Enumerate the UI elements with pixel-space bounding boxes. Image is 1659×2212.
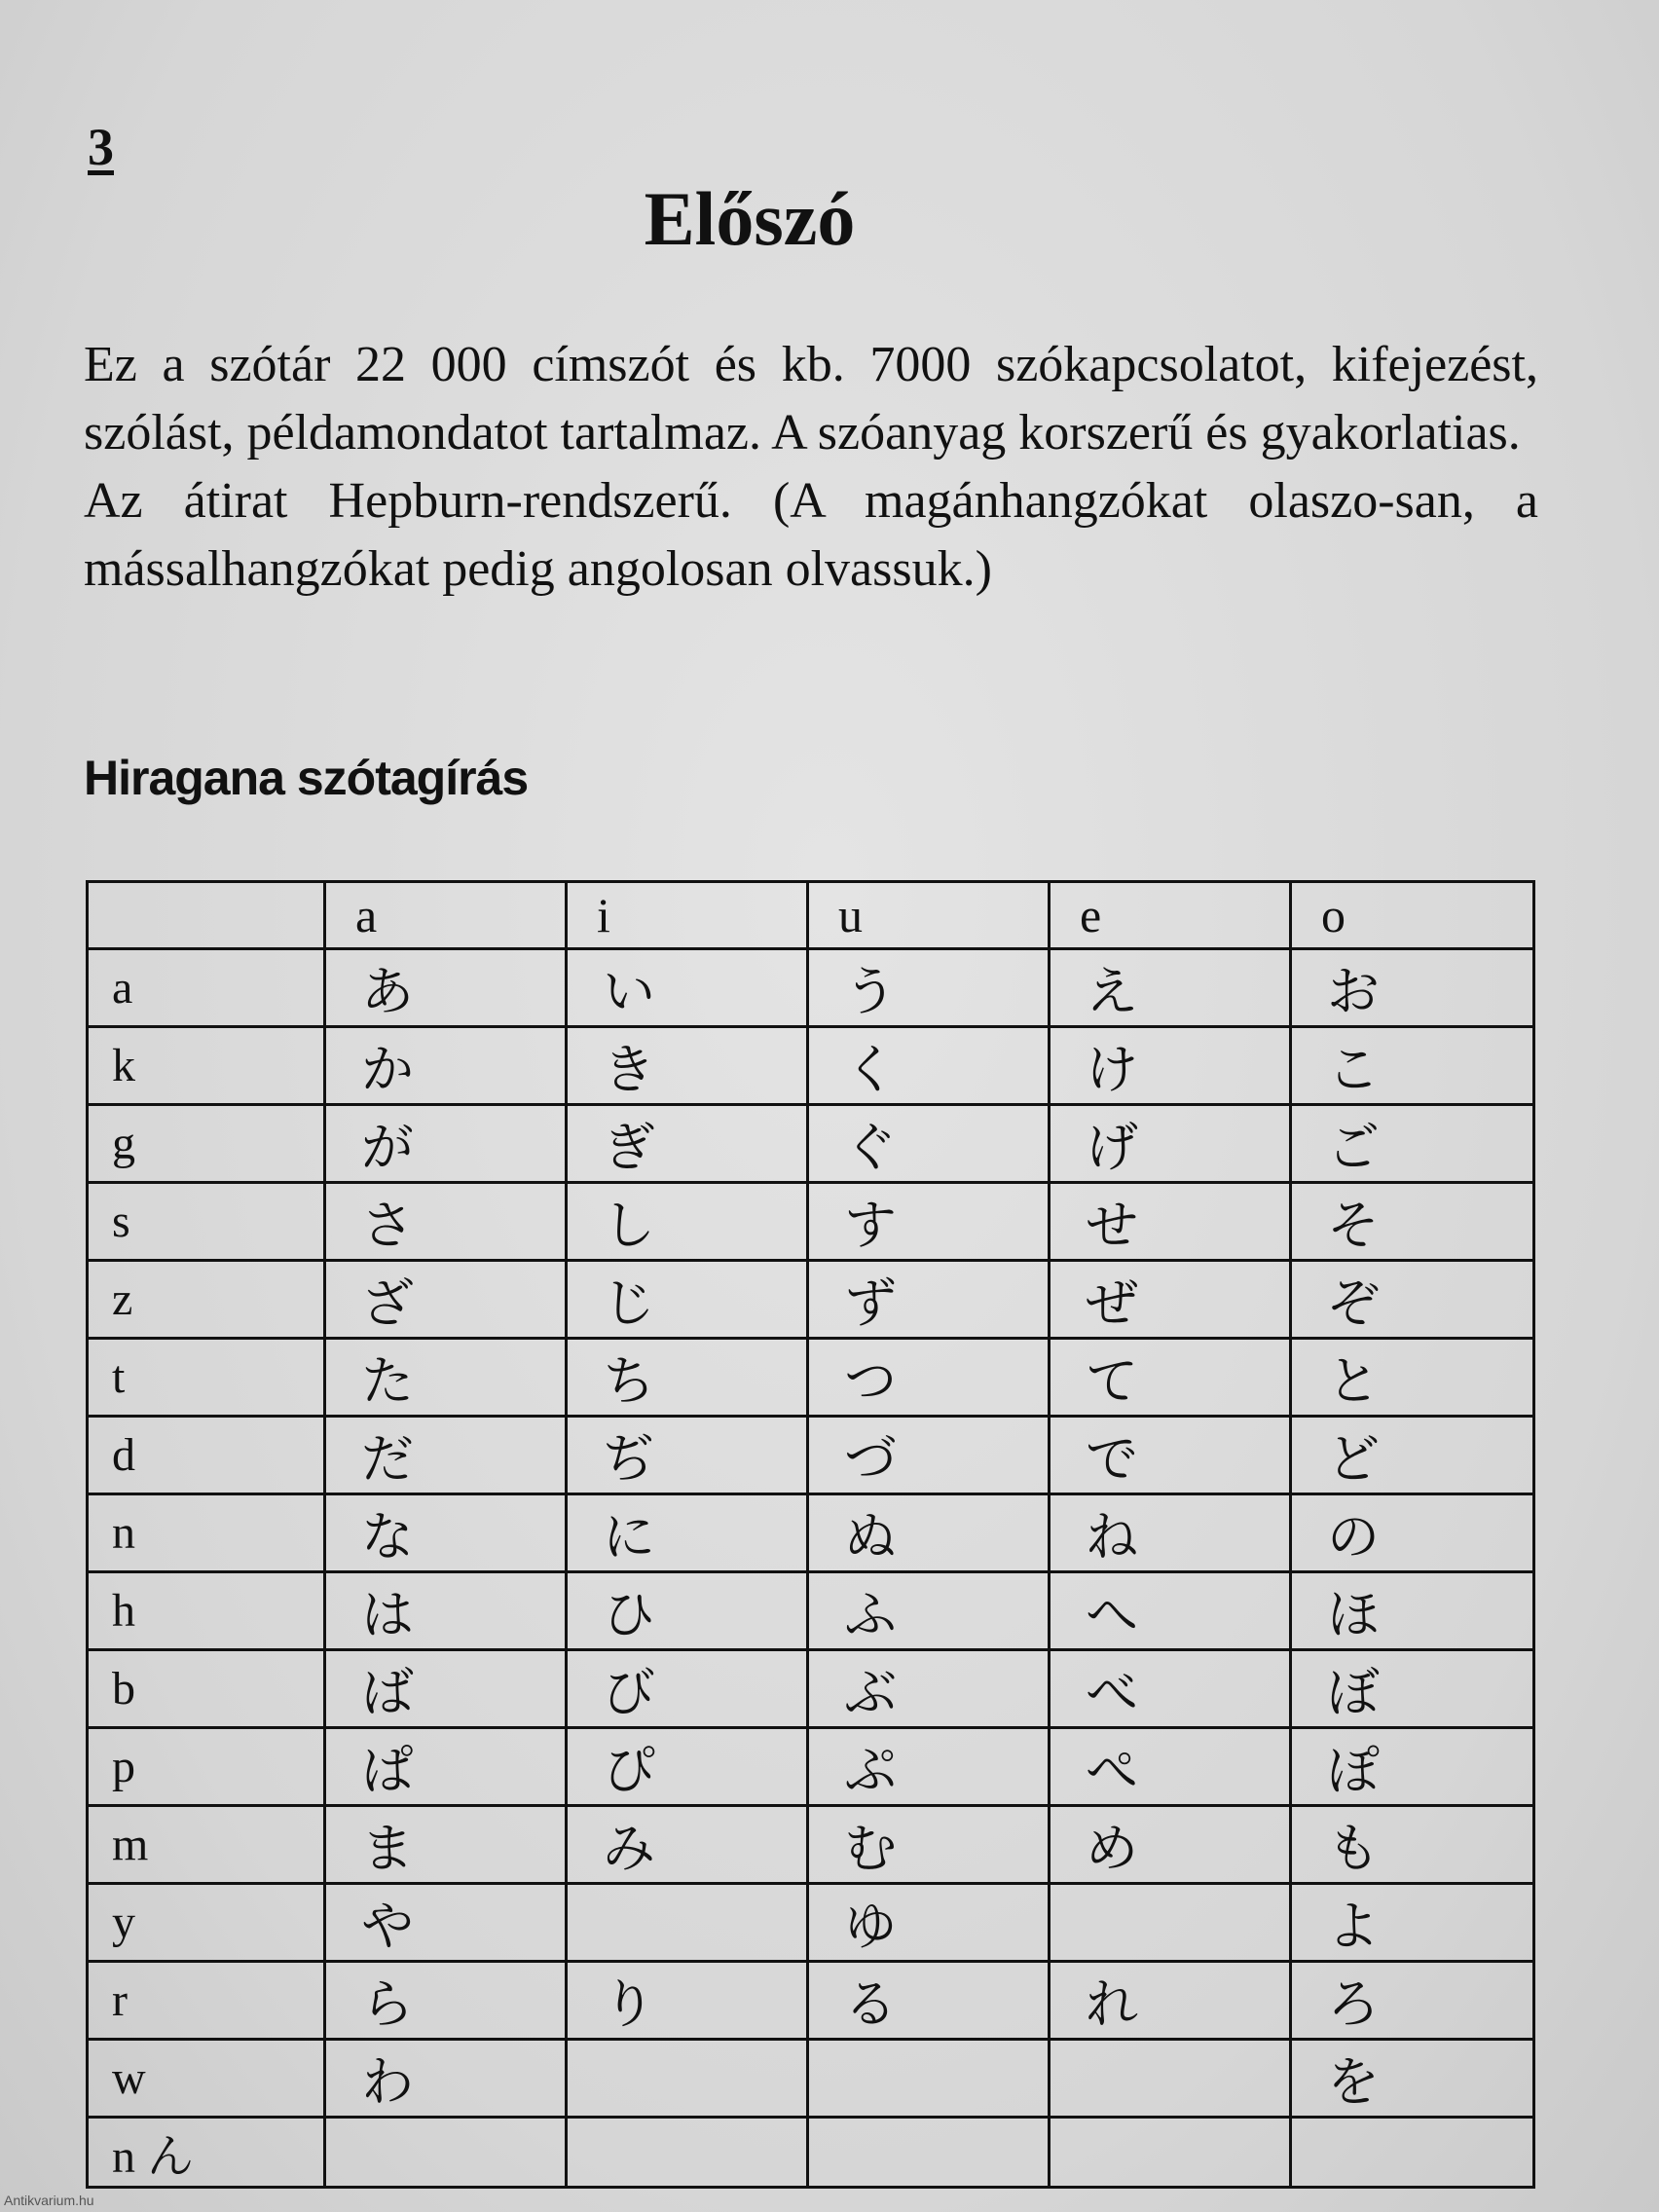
row-label: a xyxy=(88,949,325,1027)
page-number: 3 xyxy=(88,118,114,176)
kana-cell: や xyxy=(325,1884,567,1962)
kana-cell: ぬ xyxy=(808,1494,1050,1572)
kana-cell: り xyxy=(567,1962,808,2040)
row-label: n ん xyxy=(88,2118,325,2188)
kana-cell: げ xyxy=(1050,1105,1291,1183)
kana-cell: へ xyxy=(1050,1572,1291,1650)
table-row xyxy=(88,1884,1534,1962)
column-header-corner xyxy=(88,882,325,949)
table-row xyxy=(88,1027,1534,1105)
intro-paragraph-2: Az átirat Hepburn-rendszerű. (A magánhangzókat olaszo-san, a mássalhangzókat pedig angolosan olvassuk.) xyxy=(84,473,1538,597)
kana-cell: ぱ xyxy=(325,1728,567,1806)
kana-cell: ぎ xyxy=(567,1105,808,1183)
kana-cell: ぢ xyxy=(567,1417,808,1494)
kana-cell: み xyxy=(567,1806,808,1884)
intro-paragraph-1: Ez a szótár 22 000 címszót és kb. 7000 szókapcsolatot, kifejezést, szólást, példamondatot tartalmaz. A szóanyag korszerű és gyakorlatias. xyxy=(84,337,1538,461)
kana-cell: す xyxy=(808,1183,1050,1261)
kana-cell: そ xyxy=(1291,1183,1534,1261)
kana-cell: わ xyxy=(325,2040,567,2118)
hiragana-table xyxy=(86,880,1535,2189)
kana-cell: ざ xyxy=(325,1261,567,1339)
kana-cell: か xyxy=(325,1027,567,1105)
kana-cell: ち xyxy=(567,1339,808,1417)
kana-cell: れ xyxy=(1050,1962,1291,2040)
kana-cell: づ xyxy=(808,1417,1050,1494)
kana-cell: ぼ xyxy=(1291,1650,1534,1728)
kana-cell: ろ xyxy=(1291,1962,1534,2040)
page-title: Előszó xyxy=(644,176,856,261)
kana-cell: あ xyxy=(325,949,567,1027)
kana-cell: ぺ xyxy=(1050,1728,1291,1806)
watermark: Antikvarium.hu xyxy=(4,2193,94,2208)
column-header-i: i xyxy=(567,882,808,949)
kana-cell xyxy=(567,1884,808,1962)
kana-cell: を xyxy=(1291,2040,1534,2118)
kana-cell: に xyxy=(567,1494,808,1572)
row-label: g xyxy=(88,1105,325,1183)
row-label: n xyxy=(88,1494,325,1572)
column-header-a: a xyxy=(325,882,567,949)
kana-cell: ぴ xyxy=(567,1728,808,1806)
row-label: p xyxy=(88,1728,325,1806)
kana-cell: む xyxy=(808,1806,1050,1884)
kana-cell: ぶ xyxy=(808,1650,1050,1728)
kana-cell: こ xyxy=(1291,1027,1534,1105)
kana-cell: く xyxy=(808,1027,1050,1105)
row-label: d xyxy=(88,1417,325,1494)
kana-cell: ぐ xyxy=(808,1105,1050,1183)
row-label: z xyxy=(88,1261,325,1339)
table-row xyxy=(88,1183,1534,1261)
kana-cell: け xyxy=(1050,1027,1291,1105)
kana-cell: ぞ xyxy=(1291,1261,1534,1339)
kana-cell: だ xyxy=(325,1417,567,1494)
kana-cell: ふ xyxy=(808,1572,1050,1650)
kana-cell xyxy=(1050,2040,1291,2118)
kana-cell: ず xyxy=(808,1261,1050,1339)
kana-cell: で xyxy=(1050,1417,1291,1494)
column-header-e: e xyxy=(1050,882,1291,949)
kana-cell xyxy=(1050,2118,1291,2188)
table-row xyxy=(88,1417,1534,1494)
table-row xyxy=(88,1650,1534,1728)
table-row xyxy=(88,1494,1534,1572)
kana-cell: ぜ xyxy=(1050,1261,1291,1339)
kana-cell: え xyxy=(1050,949,1291,1027)
row-label: b xyxy=(88,1650,325,1728)
table-row xyxy=(88,1105,1534,1183)
kana-cell: ゆ xyxy=(808,1884,1050,1962)
kana-cell: は xyxy=(325,1572,567,1650)
kana-cell: さ xyxy=(325,1183,567,1261)
kana-cell: ね xyxy=(1050,1494,1291,1572)
kana-cell: る xyxy=(808,1962,1050,2040)
kana-cell: と xyxy=(1291,1339,1534,1417)
intro-text xyxy=(84,331,1538,604)
kana-cell: も xyxy=(1291,1806,1534,1884)
kana-cell: い xyxy=(567,949,808,1027)
kana-cell: き xyxy=(567,1027,808,1105)
column-header-u: u xyxy=(808,882,1050,949)
kana-cell xyxy=(808,2118,1050,2188)
kana-cell: ば xyxy=(325,1650,567,1728)
table-row xyxy=(88,1728,1534,1806)
kana-cell: た xyxy=(325,1339,567,1417)
row-label: m xyxy=(88,1806,325,1884)
kana-cell: よ xyxy=(1291,1884,1534,1962)
kana-cell: て xyxy=(1050,1339,1291,1417)
table-row xyxy=(88,2118,1534,2188)
table-row xyxy=(88,1572,1534,1650)
row-label: t xyxy=(88,1339,325,1417)
kana-cell: な xyxy=(325,1494,567,1572)
kana-cell: び xyxy=(567,1650,808,1728)
table-row xyxy=(88,1261,1534,1339)
kana-cell xyxy=(567,2040,808,2118)
kana-cell: ら xyxy=(325,1962,567,2040)
kana-cell: じ xyxy=(567,1261,808,1339)
row-label: w xyxy=(88,2040,325,2118)
table-row xyxy=(88,1962,1534,2040)
row-label: y xyxy=(88,1884,325,1962)
kana-cell: べ xyxy=(1050,1650,1291,1728)
kana-cell: ご xyxy=(1291,1105,1534,1183)
kana-cell xyxy=(1050,1884,1291,1962)
row-label: r xyxy=(88,1962,325,2040)
column-header-o: o xyxy=(1291,882,1534,949)
table-row xyxy=(88,1806,1534,1884)
kana-cell: ぷ xyxy=(808,1728,1050,1806)
kana-cell: ま xyxy=(325,1806,567,1884)
section-heading: Hiragana szótagírás xyxy=(84,751,529,805)
kana-cell xyxy=(567,2118,808,2188)
kana-cell xyxy=(325,2118,567,2188)
kana-cell xyxy=(808,2040,1050,2118)
row-label: s xyxy=(88,1183,325,1261)
kana-cell: つ xyxy=(808,1339,1050,1417)
row-label: h xyxy=(88,1572,325,1650)
kana-cell: せ xyxy=(1050,1183,1291,1261)
kana-cell: お xyxy=(1291,949,1534,1027)
table-row xyxy=(88,949,1534,1027)
kana-cell: う xyxy=(808,949,1050,1027)
kana-cell: し xyxy=(567,1183,808,1261)
row-label: k xyxy=(88,1027,325,1105)
kana-cell xyxy=(1291,2118,1534,2188)
kana-cell: ぽ xyxy=(1291,1728,1534,1806)
kana-cell: が xyxy=(325,1105,567,1183)
kana-cell: ひ xyxy=(567,1572,808,1650)
table-row xyxy=(88,1339,1534,1417)
table-row xyxy=(88,2040,1534,2118)
kana-cell: ど xyxy=(1291,1417,1534,1494)
kana-cell: ほ xyxy=(1291,1572,1534,1650)
kana-cell: め xyxy=(1050,1806,1291,1884)
kana-cell: の xyxy=(1291,1494,1534,1572)
table-header-row xyxy=(88,882,1534,949)
table-body xyxy=(88,949,1534,2188)
